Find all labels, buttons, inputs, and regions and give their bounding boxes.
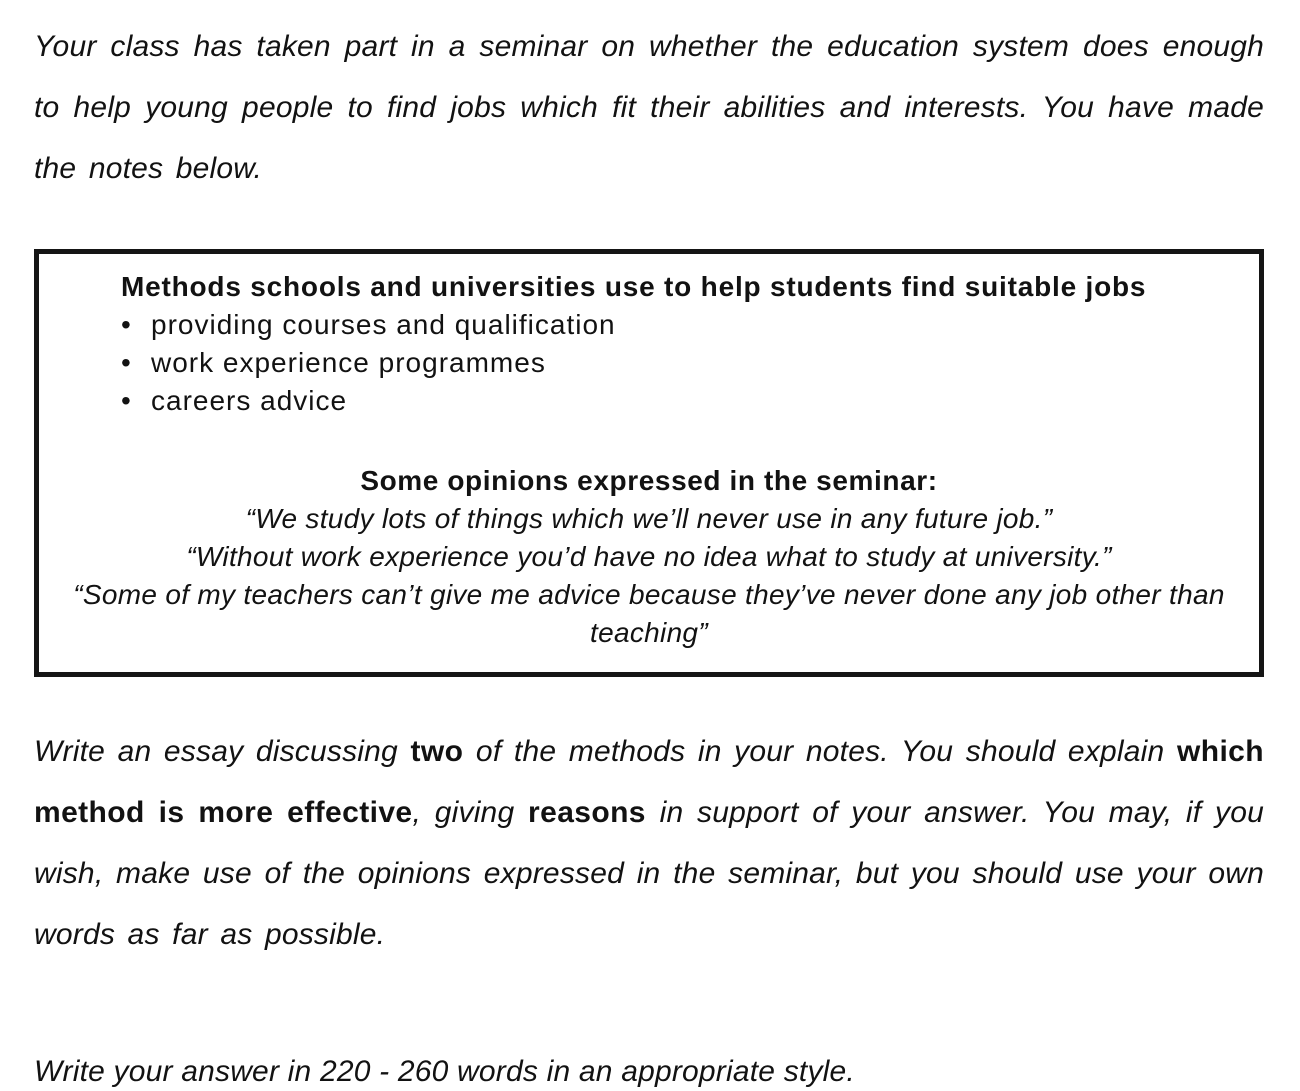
methods-heading: Methods schools and universities use to help students find suitable jobs (121, 271, 1147, 302)
method-item-label: work experience programmes (151, 347, 546, 378)
method-item-label: providing courses and qualification (151, 309, 616, 340)
intro-paragraph: Your class has taken part in a seminar on whether the education system does enough to help young people to find jobs which fit their abilities and interests. You have made the notes below. (34, 30, 1264, 185)
bullet-icon: • (121, 309, 132, 340)
task-paragraph: Write an essay discussing two of the methods in your notes. You should explain which method is more effective, giving reasons in support of your answer. You may, if you wish, make use of the opinions expressed in the seminar, but you should use your own words as far as possible. (34, 735, 1264, 951)
methods-list (63, 306, 1235, 420)
opinions-heading: Some opinions expressed in the seminar: (360, 465, 938, 496)
notes-box (34, 249, 1264, 677)
method-item-label: careers advice (151, 385, 348, 416)
bullet-icon: • (121, 385, 132, 416)
word-count-line: Write your answer in 220 - 260 words in an appropriate style. (34, 1055, 855, 1088)
list-item (121, 344, 1235, 382)
bullet-icon: • (121, 347, 132, 378)
list-item (121, 306, 1235, 344)
list-item (121, 382, 1235, 420)
opinion-quote: “We study lots of things which we’ll never use in any future job.” (245, 503, 1053, 534)
opinion-quote: “Some of my teachers can’t give me advice because they’ve never done any job other than teaching” (73, 579, 1225, 648)
opinion-quote: “Without work experience you’d have no idea what to study at university.” (186, 541, 1112, 572)
